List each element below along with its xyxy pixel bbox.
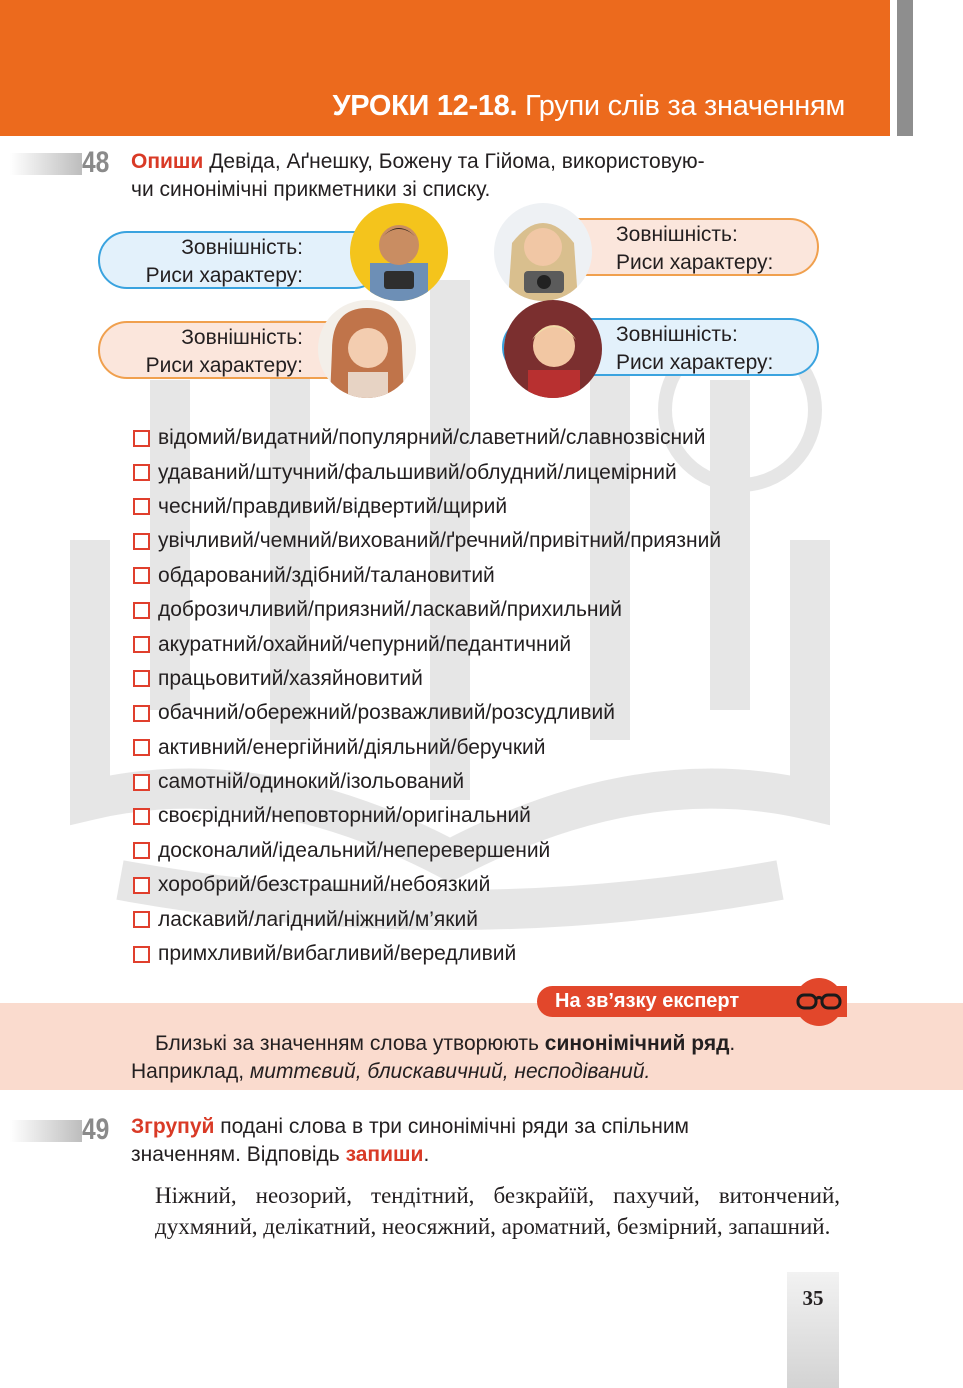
list-item — [133, 902, 721, 936]
expert-tab-label: На зв’язку експерт — [537, 986, 847, 1017]
checkbox[interactable] — [133, 602, 150, 619]
glasses-icon — [795, 978, 843, 1026]
synonym-adjective-list — [133, 421, 721, 971]
expert-line-2-start: Наприклад, — [131, 1060, 250, 1083]
exercise-49-word-set: Ніжний, неозорий, тендітний, безкрайїй, пахучий, витончений, духмяний, делікатний, неосяжний, ароматний, безмірний, запашний. — [155, 1183, 840, 1239]
portrait-boy-photo — [350, 203, 448, 301]
task-verb: Згрупуй — [131, 1115, 215, 1138]
list-item — [133, 868, 721, 902]
checkbox[interactable] — [133, 911, 150, 928]
checkbox[interactable] — [133, 567, 150, 584]
exercise-49-instruction: Згрупуй подані слова в три синонімічні ряди за спільним значенням. Відповідь запиши. — [131, 1115, 689, 1166]
exercise-number-strip — [10, 1120, 82, 1142]
expert-line-1-end: . — [729, 1032, 736, 1055]
list-item — [133, 937, 721, 971]
portrait-girl-camera-photo — [494, 203, 592, 301]
checkbox[interactable] — [133, 774, 150, 791]
list-item-text: обдарований/здібний/талановитий — [158, 563, 495, 587]
expert-line-1-start: Близькі за значенням слова утворюють — [155, 1032, 545, 1055]
example-words: миттєвий, блискавичний, несподіваний. — [249, 1060, 651, 1083]
list-item — [133, 765, 721, 799]
task-verb: Опиши — [131, 150, 204, 173]
list-item-text: удаваний/штучний/фальшивий/облудний/лицемірний — [158, 460, 677, 484]
list-item-text: примхливий/вибагливий/вередливий — [158, 942, 517, 966]
lesson-title — [332, 90, 845, 123]
list-item — [133, 731, 721, 765]
list-item — [133, 834, 721, 868]
list-item — [133, 421, 721, 455]
list-item — [133, 490, 721, 524]
checkbox[interactable] — [133, 498, 150, 515]
list-item-text: доброзичливий/приязний/ласкавий/прихильний — [158, 598, 622, 622]
instruction-line-2: значенням. Відповідь — [131, 1143, 346, 1166]
character-label: Риси характеру: — [616, 351, 774, 374]
lesson-topic: Групи слів за значенням — [525, 90, 845, 122]
lesson-number: УРОКИ 12-18. — [332, 90, 518, 122]
list-item-text: чесний/правдивий/відвертий/щирий — [158, 494, 508, 518]
checkbox[interactable] — [133, 636, 150, 653]
header-edge-strip — [897, 0, 913, 136]
checkbox[interactable] — [133, 877, 150, 894]
list-item — [133, 593, 721, 627]
checkbox[interactable] — [133, 430, 150, 447]
list-item-text: досконалий/ідеальний/неперевершений — [158, 838, 551, 862]
list-item — [133, 627, 721, 661]
exercise-number: 48 — [82, 146, 110, 179]
list-item — [133, 559, 721, 593]
list-item-text: увічливий/чемний/вихований/ґречний/привітний/приязний — [158, 529, 722, 553]
checkbox[interactable] — [133, 464, 150, 481]
list-item — [133, 662, 721, 696]
character-label: Риси характеру: — [145, 264, 303, 287]
list-item-text: акуратний/охайний/чепурний/педантичний — [158, 632, 572, 656]
list-item-text: активний/енергійний/діяльний/беручкий — [158, 735, 546, 759]
task-verb: запиши — [345, 1143, 424, 1166]
portrait-boy-blond-photo — [504, 300, 602, 398]
list-item-text: своєрідний/неповторний/оригінальний — [158, 804, 531, 828]
list-item-text: відомий/видатний/популярний/славетний/славнозвісний — [158, 426, 706, 450]
checkbox[interactable] — [133, 808, 150, 825]
appearance-label: Зовнішність: — [616, 223, 738, 246]
checkbox[interactable] — [133, 739, 150, 756]
character-label: Риси характеру: — [616, 251, 774, 274]
exercise-number: 49 — [82, 1113, 110, 1146]
description-bubble-david — [98, 231, 383, 289]
appearance-label: Зовнішність: — [616, 323, 738, 346]
exercise-48-instruction — [131, 148, 705, 204]
instruction-line-1: подані слова в три синонімічні ряди за спільним — [214, 1115, 689, 1138]
checkbox[interactable] — [133, 705, 150, 722]
checkbox[interactable] — [133, 842, 150, 859]
synonym-row-term: синонімічний ряд — [544, 1032, 730, 1055]
checkbox[interactable] — [133, 670, 150, 687]
list-item-text: самотній/одинокий/ізольований — [158, 770, 465, 794]
checkbox[interactable] — [133, 533, 150, 550]
list-item-text: ласкавий/лагідний/ніжний/м’який — [158, 907, 478, 931]
appearance-label: Зовнішність: — [181, 236, 303, 259]
list-item — [133, 524, 721, 558]
list-item — [133, 696, 721, 730]
appearance-label: Зовнішність: — [181, 326, 303, 349]
list-item — [133, 799, 721, 833]
portrait-girl-curly-photo — [318, 300, 416, 398]
exercise-number-strip — [10, 153, 82, 175]
page-number: 35 — [802, 1286, 824, 1310]
instruction-line-2: чи синонімічні прикметники зі списку. — [131, 178, 491, 201]
list-item-text: працьовитий/хазяйновитий — [158, 666, 423, 690]
list-item-text: хоробрий/безстрашний/небоязкий — [158, 873, 491, 897]
list-item-text: обачний/обережний/розважливий/розсудливий — [158, 701, 615, 725]
character-label: Риси характеру: — [145, 354, 303, 377]
instruction-line-1: Девіда, Аґнешку, Божену та Гійома, використовую- — [209, 150, 705, 173]
expert-note-text — [131, 1030, 735, 1086]
list-item — [133, 455, 721, 489]
checkbox[interactable] — [133, 946, 150, 963]
